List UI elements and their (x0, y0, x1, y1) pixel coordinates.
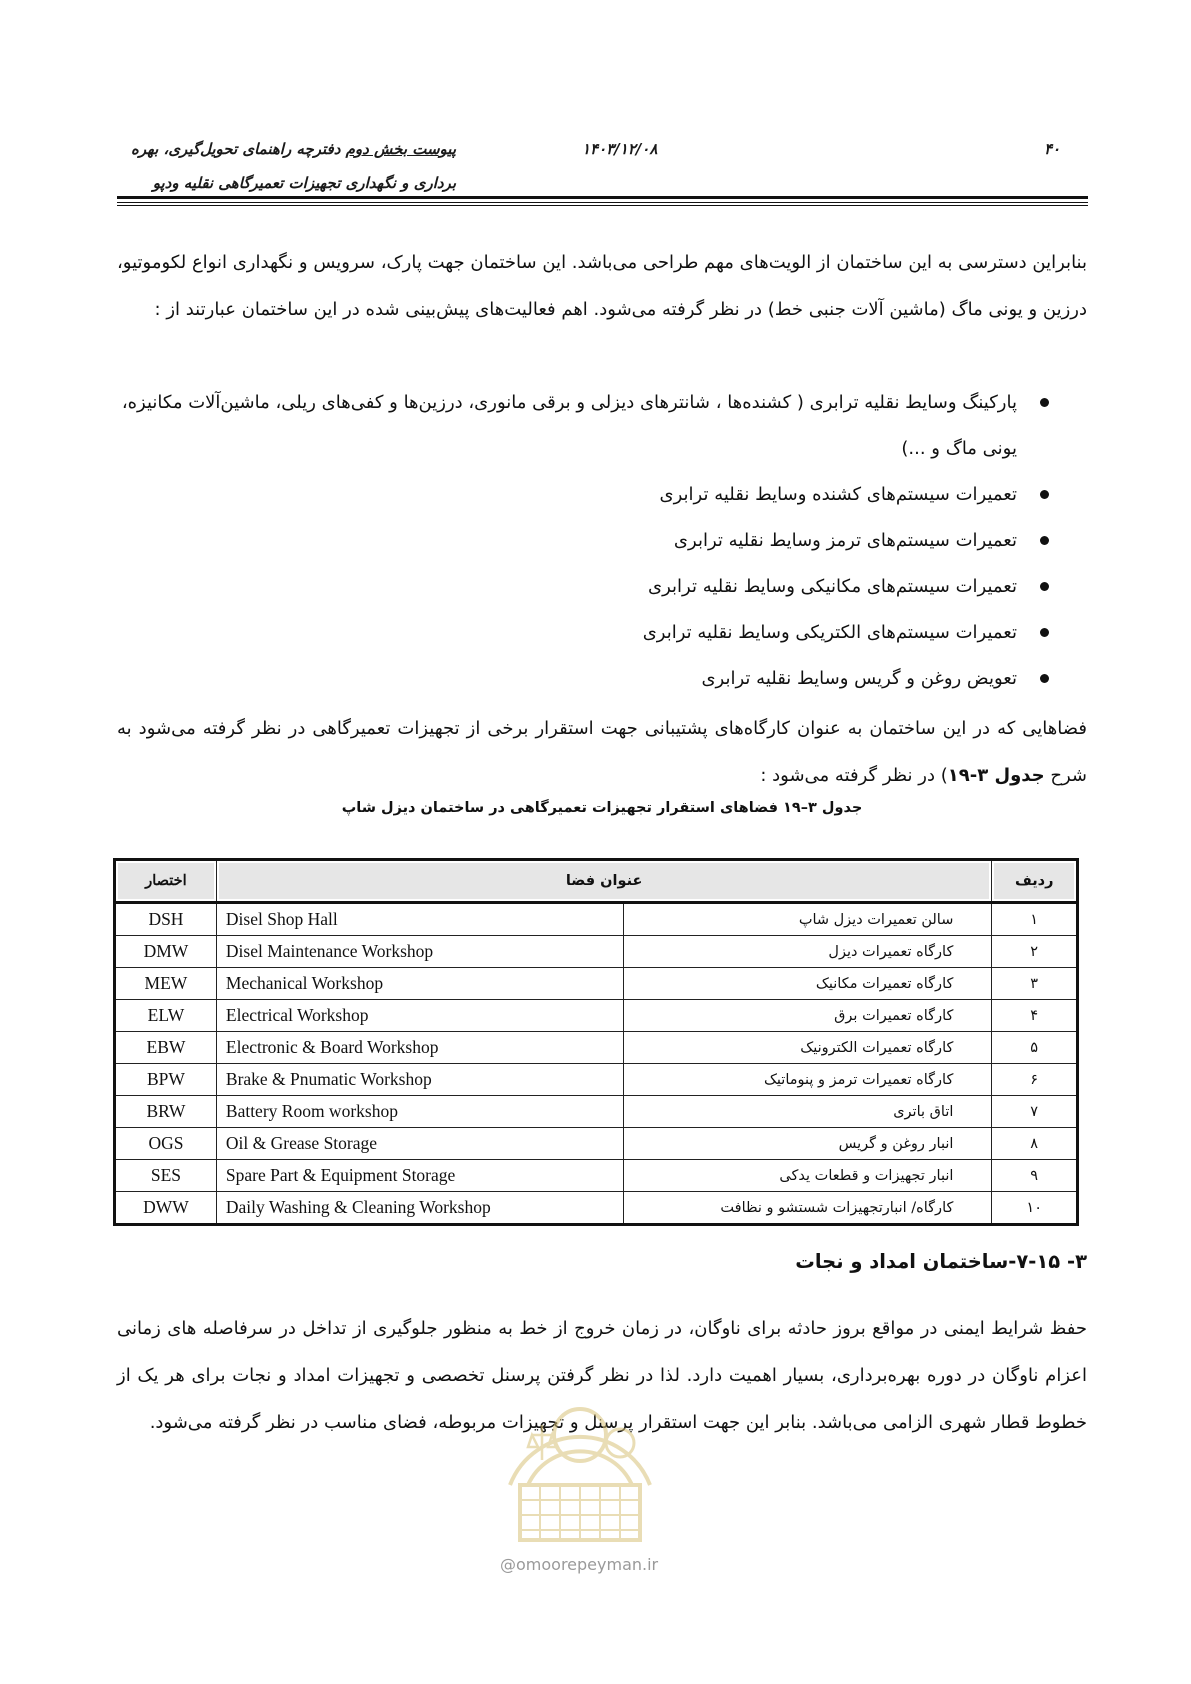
table-row (115, 1096, 1078, 1128)
watermark-text: @omoorepeyman.ir (500, 1555, 659, 1574)
cell-row-num: ۵ (992, 1032, 1078, 1064)
cell-title-en: Electrical Workshop (216, 1000, 623, 1032)
cell-title-en: Daily Washing & Cleaning Workshop (216, 1192, 623, 1225)
cell-title-fa: کارگاه/ انبارتجهیزات شستشو و نظافت (623, 1192, 992, 1225)
cell-row-num: ۲ (992, 936, 1078, 968)
header-title (96, 132, 456, 200)
header-rule-thin (117, 202, 1088, 203)
table-body (115, 903, 1078, 1225)
cell-abbr: DWW (115, 1192, 217, 1225)
cell-abbr: EBW (115, 1032, 217, 1064)
list-item-text: تعمیرات سیستم‌های مکانیکی وسایط نقلیه ترابری (648, 576, 1017, 597)
header-abbr: اختصار (115, 860, 217, 903)
list-item-text: پارکینگ وسایط نقلیه ترابری ( کشنده‌ها ، شانترهای دیزلی و برقی مانوری، درزین‌ها و کفی‌های ریلی، ماشین‌آلات مکانیزه، یونی ماگ و ...) (121, 392, 1017, 459)
page-number: ۴۰ (1044, 140, 1061, 158)
header-title-underlined: پیوست بخش دوم (345, 140, 456, 158)
cell-abbr: MEW (115, 968, 217, 1000)
table-header-row (115, 860, 1078, 903)
activities-list (117, 380, 1087, 702)
cell-abbr: BRW (115, 1096, 217, 1128)
bullet-dot-icon (1040, 628, 1049, 637)
table-row (115, 1000, 1078, 1032)
list-item-text: تعمیرات سیستم‌های کشنده وسایط نقلیه ترابری (659, 484, 1017, 505)
cell-row-num: ۷ (992, 1096, 1078, 1128)
header-title-line2: برداری و نگهداری تجهیزات تعمیرگاهی نقلیه ودپو (152, 174, 456, 192)
table-row (115, 1128, 1078, 1160)
cell-title-en: Electronic & Board Workshop (216, 1032, 623, 1064)
cell-title-fa: کارگاه تعمیرات الکترونیک (623, 1032, 992, 1064)
bullet-dot-icon (1040, 490, 1049, 499)
list-item-text: تعویض روغن و گریس وسایط نقلیه ترابری (701, 668, 1017, 689)
cell-row-num: ۱۰ (992, 1192, 1078, 1225)
safety-paragraph: حفظ شرایط ایمنی در مواقع بروز حادثه برای ناوگان، در زمان خروج از خط به منظور جلوگیری از تداخل در سرفاصله های زمانی اعزام ناوگان در دوره بهره‌برداری، بسیار اهمیت دارد. لذا در نظر گرفتن پرسنل تخصصی و تجهیزات امداد و نجات برای هر یک از خطوط قطار شهری الزامی می‌باشد. بنابر این جهت استقرار پرسنل و تجهیزات مربوطه، فضای مناسب در نظر گرفته می‌شود. (117, 1318, 1087, 1433)
cell-title-fa: کارگاه تعمیرات برق (623, 1000, 992, 1032)
cell-title-en: Oil & Grease Storage (216, 1128, 623, 1160)
cell-abbr: DMW (115, 936, 217, 968)
cell-abbr: ELW (115, 1000, 217, 1032)
table-row (115, 1192, 1078, 1225)
bullet-dot-icon (1040, 674, 1049, 683)
cell-title-en: Spare Part & Equipment Storage (216, 1160, 623, 1192)
bullet-dot-icon (1040, 582, 1049, 591)
cell-title-fa: کارگاه تعمیرات دیزل (623, 936, 992, 968)
bullet-dot-icon (1040, 536, 1049, 545)
table-row (115, 903, 1078, 936)
list-item (117, 472, 1087, 518)
list-item-text: تعمیرات سیستم‌های ترمز وسایط نقلیه ترابری (673, 530, 1017, 551)
cell-row-num: ۶ (992, 1064, 1078, 1096)
cell-row-num: ۱ (992, 903, 1078, 936)
section-heading: ۳- ۷-۱۵-ساختمان امداد و نجات (795, 1250, 1087, 1273)
table-row (115, 1064, 1078, 1096)
cell-row-num: ۹ (992, 1160, 1078, 1192)
cell-row-num: ۸ (992, 1128, 1078, 1160)
table-reference-link: جدول ۳-۱۹ (947, 765, 1045, 786)
header-title-col: عنوان فضا (216, 860, 992, 903)
header-date: ۱۴۰۳/۱۲/۰۸ (582, 140, 658, 158)
table-row (115, 936, 1078, 968)
list-item (117, 610, 1087, 656)
header-rule-thick (117, 196, 1088, 199)
watermark-seal-icon (480, 1335, 680, 1565)
cell-title-en: Brake & Pnumatic Workshop (216, 1064, 623, 1096)
cell-title-en: Mechanical Workshop (216, 968, 623, 1000)
cell-abbr: DSH (115, 903, 217, 936)
list-item-text: تعمیرات سیستم‌های الکتریکی وسایط نقلیه ترابری (642, 622, 1017, 643)
spaces-table (113, 858, 1079, 1226)
cell-title-fa: کارگاه تعمیرات مکانیک (623, 968, 992, 1000)
cell-row-num: ۳ (992, 968, 1078, 1000)
table-row (115, 1160, 1078, 1192)
list-item (117, 564, 1087, 610)
list-item (117, 656, 1087, 702)
table-row (115, 968, 1078, 1000)
list-item (117, 380, 1087, 472)
cell-abbr: SES (115, 1160, 217, 1192)
cell-abbr: BPW (115, 1064, 217, 1096)
header-rule-thin-2 (117, 205, 1088, 206)
cell-title-fa: انبار روغن و گریس (623, 1128, 992, 1160)
cell-title-en: Disel Shop Hall (216, 903, 623, 936)
cell-title-en: Battery Room workshop (216, 1096, 623, 1128)
cell-title-en: Disel Maintenance Workshop (216, 936, 623, 968)
spaces-paragraph (117, 705, 1087, 799)
cell-title-fa: کارگاه تعمیرات ترمز و پنوماتیک (623, 1064, 992, 1096)
intro-paragraph: بنابراین دسترسی به این ساختمان از الویت‌های مهم طراحی می‌باشد. این ساختمان جهت پارک، سرویس و نگهداری انواع لکوموتیو، درزین و یونی ماگ (ماشین آلات جنبی خط) در نظر گرفته می‌شود. اهم فعالیت‌های پیش‌بینی شده در این ساختمان عبارتند از : (117, 252, 1087, 320)
header-row-num: ردیف (992, 860, 1078, 903)
cell-row-num: ۴ (992, 1000, 1078, 1032)
cell-title-fa: انبار تجهیزات و قطعات یدکی (623, 1160, 992, 1192)
table-row (115, 1032, 1078, 1064)
table-caption: جدول ۳–۱۹ فضاهای استقرار تجهیزات تعمیرگاهی در ساختمان دیزل شاپ (341, 800, 863, 816)
spaces-paragraph-end: ) در نظر گرفته می‌شود : (760, 765, 948, 786)
list-item (117, 518, 1087, 564)
cell-title-fa: سالن تعمیرات دیزل شاپ (623, 903, 992, 936)
header-title-line1: دفترچه راهنمای تحویل‌گیری، بهره (131, 140, 346, 158)
cell-title-fa: اتاق باتری (623, 1096, 992, 1128)
cell-abbr: OGS (115, 1128, 217, 1160)
bullet-dot-icon (1040, 398, 1049, 407)
spaces-paragraph-main: فضاهایی که در این ساختمان به عنوان کارگاه‌های پشتیبانی جهت استقرار برخی از تجهیزات تعمیرگاهی در نظر گرفته می‌شود به شرح (117, 718, 1087, 786)
